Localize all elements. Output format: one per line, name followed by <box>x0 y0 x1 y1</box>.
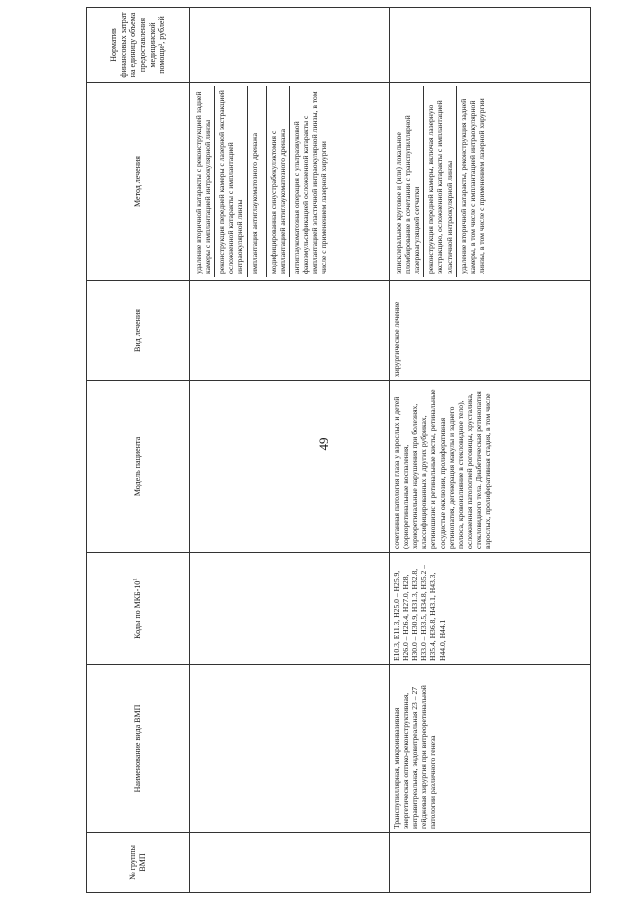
header-row <box>87 8 190 893</box>
cell-model <box>190 381 390 553</box>
cell-model: сочетанная патология глаза у взрослых и детей (хориоретинальные воспаления, хориоретинальные нарушения при болезнях, классифицированных в других рубриках, ретиношизис и ретинальные кисты, ретинальные сосудистые окклюзии, пролиферативная ретинопатия, дегенерация макулы и заднего полюса, кровоизлияние в стекловидное тело), осложненная патологией роговицы, хрусталика, стекловидного тела. Диабетическая ретинопатия взрослых, пролиферативная стадия, в том числе <box>390 381 591 553</box>
cell-type: хирургическое лечение <box>390 281 591 381</box>
cell-method <box>190 83 390 281</box>
header-method: Метод лечения <box>87 83 190 281</box>
vmp-table <box>86 7 591 893</box>
method-item: удаление вторичной катаракты, реконструкция задней камеры, в том числе с имплантацией интраокулярной линзы, в том числе с применением лазерной хирургии <box>458 98 486 274</box>
method-item: реконструкция передней камеры, включая лазерную экстракцию, осложненной катаракты с имплантацией эластичной интраокулярной линзы <box>424 86 456 277</box>
cell-group <box>390 833 591 893</box>
cell-codes: E10.3, E11.3, H25.0 – H25.9, H26.0 – H26.4, H27.0, H28, H30.0 – H30.9, H31.3, H32.8, H33.0 – H33.5, H34.8, H35.2 – H35.4, H36.8, H43.1, H43.3, H44.0, H44.1 <box>390 553 591 665</box>
method-item: эписклеральное круговое и (или) локальное пломбирование в сочетании с транспупиллярной лазеркоагуляцией сетчатки <box>392 86 424 277</box>
cell-codes <box>190 553 390 665</box>
table-row <box>190 8 390 893</box>
method-item: модифицированная синустрабекулэктомия с имплантацией антиглаукоматозного дренажа <box>267 86 290 277</box>
page-number: 49 <box>316 437 331 451</box>
rotated-table-sheet <box>86 8 591 893</box>
header-name: Наименование вида ВМП <box>87 665 190 833</box>
method-item: реконструкция передней камеры с лазерной экстракцией осложненной катаракты с имплантацией интраокулярной линзы <box>215 86 247 277</box>
cell-cost <box>190 8 390 83</box>
header-codes: Коды по МКБ-$10^1$ <box>87 553 190 665</box>
method-item: антиглаукоматозная операция с ультразвуковой факоэмульсификацией осложненной катаракты с имплантацией эластичной интраокулярной линзы, в том числе с применением лазерной хирургии <box>291 91 329 274</box>
header-group: № группы ВМП <box>87 833 190 893</box>
header-model: Модель пациента <box>87 381 190 553</box>
method-item: имплантация антиглаукоматозного дренажа <box>248 86 267 277</box>
header-type: Вид лечения <box>87 281 190 381</box>
cell-name <box>190 665 390 833</box>
cell-method <box>390 83 591 281</box>
header-cost: Норматив финансовых затрат на единицу объема предоставления медицинской помощи², рублей <box>87 8 190 83</box>
cell-name: Транспупиллярная, микроинвазивная энергетическая оптико-реконструктивная, интравитреальная, эндовитреальная 23 – 27 гейджевая хирургия при витреоретинальной патологии различного генеза <box>390 665 591 833</box>
method-item: удаление вторичной катаракты с реконструкцией задней камеры с имплантацией интраокулярной линзы <box>192 86 215 277</box>
cell-cost <box>390 8 591 83</box>
cell-group <box>190 833 390 893</box>
table-row <box>390 8 591 893</box>
cell-type <box>190 281 390 381</box>
